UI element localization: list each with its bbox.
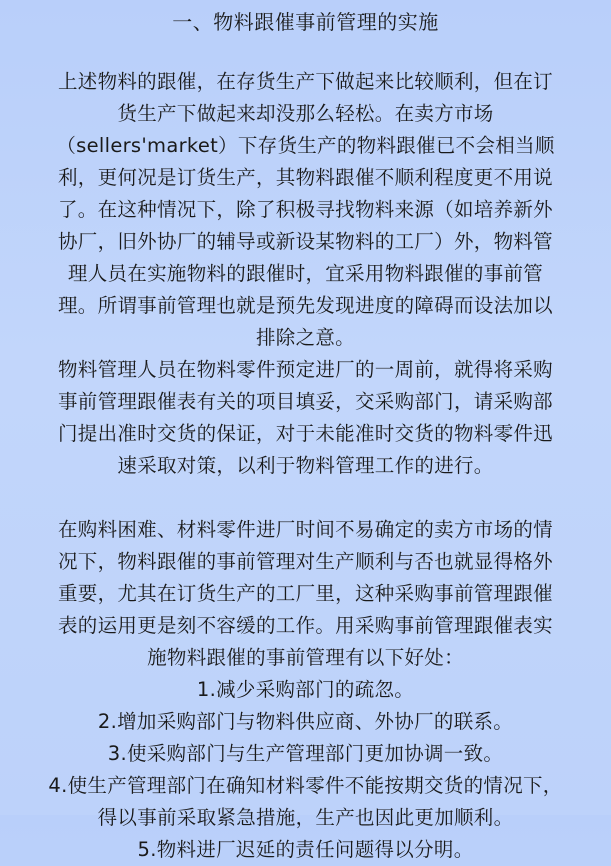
- benefit-item: 5.物料进厂迟延的责任问题得以分明。: [137, 838, 474, 861]
- paragraph-line: 速采取对策，以利于物料管理工作的进行。: [117, 454, 494, 477]
- benefit-item: 得以事前采取紧急措施，生产也因此更加顺利。: [97, 806, 514, 829]
- paragraph-line: 门提出准时交货的保证，对于未能准时交货的物料零件迅: [57, 422, 553, 445]
- paragraph-line: 货生产下做起来却没那么轻松。在卖方市场: [117, 102, 494, 125]
- paragraph-line: 事前管理跟催表有关的项目填妥，交采购部门，请采购部: [57, 390, 553, 413]
- paragraph-line: 表的运用更是刻不容缓的工作。用采购事前管理跟催表实: [57, 614, 553, 637]
- paragraph-spacer: [20, 482, 591, 514]
- benefit-item: 3.使采购部门与生产管理部门更加协调一致。: [107, 742, 504, 765]
- benefit-item: 4.使生产管理部门在确知材料零件不能按期交货的情况下，: [48, 774, 563, 797]
- paragraph-line: 物料管理人员在物料零件预定进厂的一周前，就得将采购: [57, 358, 553, 381]
- paragraph-line: 利，更何况是订货生产，其物料跟催不顺利程度更不用说: [57, 166, 553, 189]
- paragraph-1: [20, 66, 591, 354]
- paragraph-line: 上述物料的跟催，在存货生产下做起来比较顺利，但在订: [57, 70, 553, 93]
- paragraph-line: 施物料跟催的事前管理有以下好处：: [147, 646, 464, 669]
- paragraph-line: 排除之意。: [255, 326, 355, 349]
- document-title: 一、物料跟催事前管理的实施: [172, 10, 439, 34]
- paragraph-line: 协厂，旧外协厂的辅导或新设某物料的工厂）外，物料管: [57, 230, 553, 253]
- paragraph-line: （sellers'market）下存货生产的物料跟催已不会相当顺: [56, 134, 555, 157]
- benefits-list: [20, 674, 591, 866]
- paragraph-line: 况下，物料跟催的事前管理对生产顺利与否也就显得格外: [57, 550, 553, 573]
- benefit-item: 1.减少采购部门的疏忽。: [196, 678, 415, 701]
- paragraph-3: [20, 514, 591, 674]
- paragraph-line: 了。在这种情况下，除了积极寻找物料来源（如培养新外: [57, 198, 553, 221]
- paragraph-line: 理人员在实施物料的跟催时，宜采用物料跟催的事前管: [67, 262, 544, 285]
- paragraph-line: 重要，尤其在订货生产的工厂里，这种采购事前管理跟催: [57, 582, 553, 605]
- paragraph-line: 在购料困难、材料零件进厂时间不易确定的卖方市场的情: [57, 518, 553, 541]
- benefit-item: 2.增加采购部门与物料供应商、外协厂的联系。: [97, 710, 514, 733]
- paragraph-2: [20, 354, 591, 482]
- paragraph-line: 理。所谓事前管理也就是预先发现进度的障碍而设法加以: [57, 294, 553, 317]
